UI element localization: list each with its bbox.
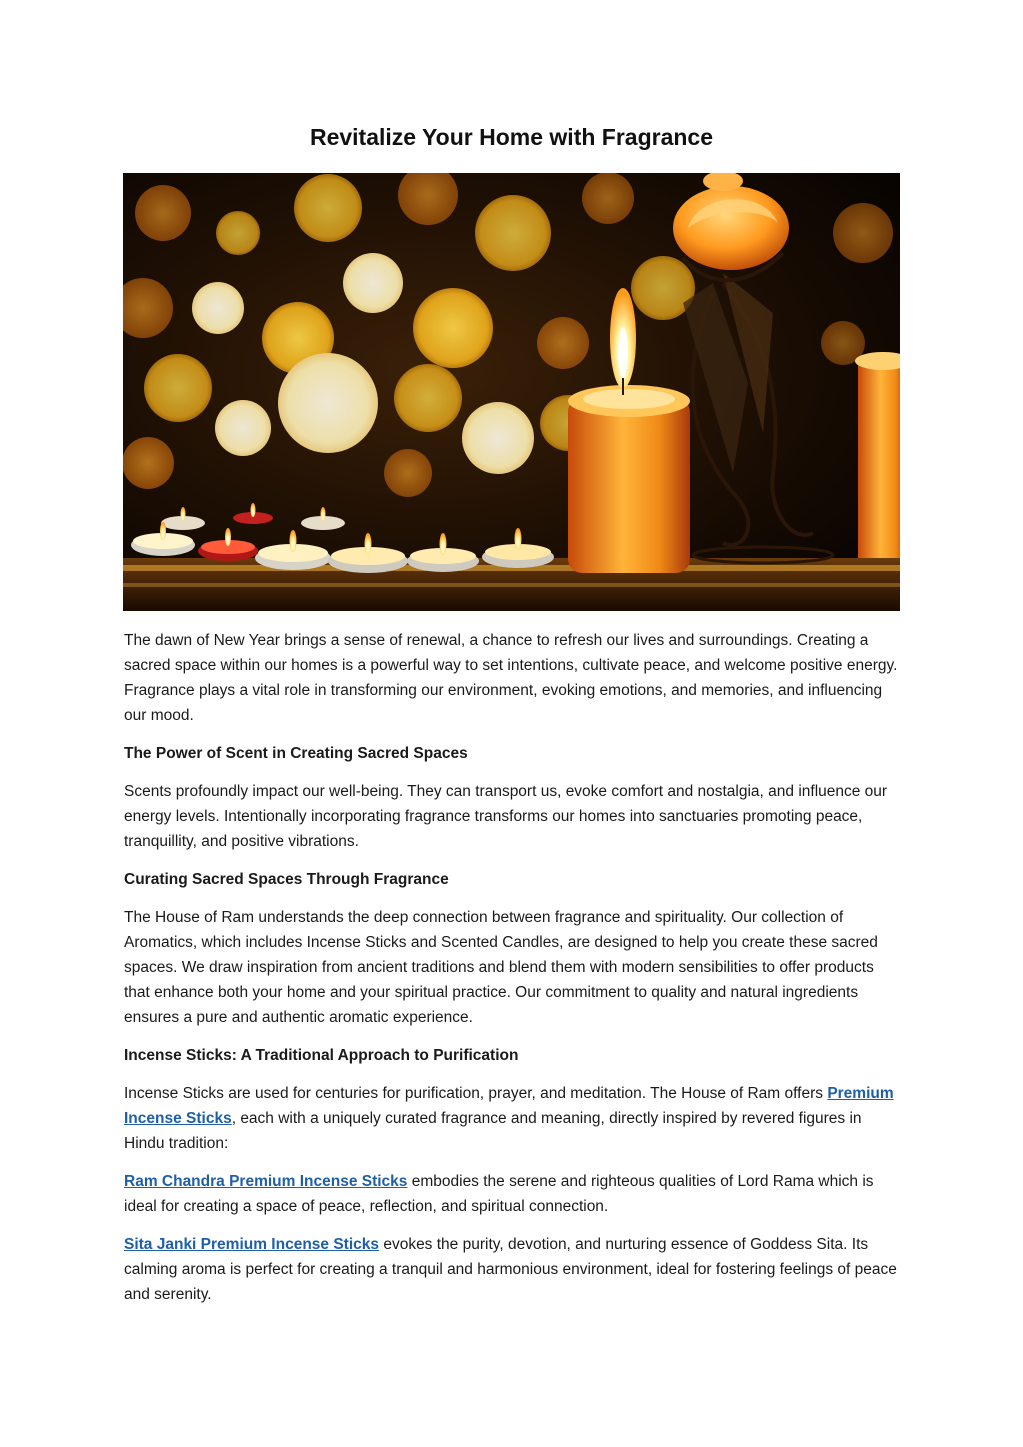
product-paragraph-sita-janki [124, 1232, 900, 1307]
sita-janki-incense-link[interactable]: Sita Janki Premium Incense Sticks [124, 1236, 380, 1253]
incense-intro-text: Incense Sticks are used for centuries for purification, prayer, and meditation. The House of Ram offers [124, 1085, 828, 1102]
section-heading-incense-sticks: Incense Sticks: A Traditional Approach to Purification [124, 1047, 519, 1064]
ram-chandra-description: embodies the serene and righteous qualities of Lord Rama which is ideal for creating a space of peace, reflection, and spiritual connection. [124, 1173, 874, 1215]
product-paragraph-ram-chandra [124, 1169, 900, 1219]
intro-paragraph: The dawn of New Year brings a sense of renewal, a chance to refresh our lives and surroundings. Creating a sacred space within our homes is a powerful way to set intentions, cultivate peace, and welcome positive energy. Fragrance plays a vital role in transforming our environment, evoking emotions, and memories, and influencing our mood. [124, 632, 898, 724]
section-paragraph-incense-sticks [124, 1081, 900, 1156]
section-heading-power-of-scent: The Power of Scent in Creating Sacred Spaces [124, 745, 468, 762]
page-title: Revitalize Your Home with Fragrance [309, 124, 714, 150]
ram-chandra-incense-link[interactable]: Ram Chandra Premium Incense Sticks [124, 1173, 408, 1190]
premium-incense-sticks-link[interactable]: Premium Incense Sticks [124, 1085, 894, 1127]
article-body [124, 628, 900, 1320]
candles-bokeh-image [123, 173, 900, 611]
incense-intro-text-end: , each with a uniquely curated fragrance and meaning, directly inspired by revered figures in Hindu tradition: [124, 1110, 862, 1152]
section-heading-curating-spaces: Curating Sacred Spaces Through Fragrance [124, 871, 449, 888]
section-paragraph-power-of-scent: Scents profoundly impact our well-being. They can transport us, evoke comfort and nostalgia, and influence our energy levels. Intentionally incorporating fragrance transforms our homes into sanctuaries promoting peace, tranquillity, and positive vibrations. [124, 783, 888, 850]
section-paragraph-curating-spaces: The House of Ram understands the deep connection between fragrance and spirituality. Our collection of Aromatics, which includes Incense Sticks and Scented Candles, are designed to help you create these sacred spaces. We draw inspiration from ancient traditions and blend them with modern sensibilities to offer products that enhance both your home and your spiritual practice. Our commitment to quality and natural ingredients ensures a pure and authentic aromatic experience. [124, 909, 878, 1026]
sita-janki-description: evokes the purity, devotion, and nurturing essence of Goddess Sita. Its calming aroma is perfect for creating a tranquil and harmonious environment, ideal for fostering feelings of peace and serenity. [124, 1236, 897, 1303]
